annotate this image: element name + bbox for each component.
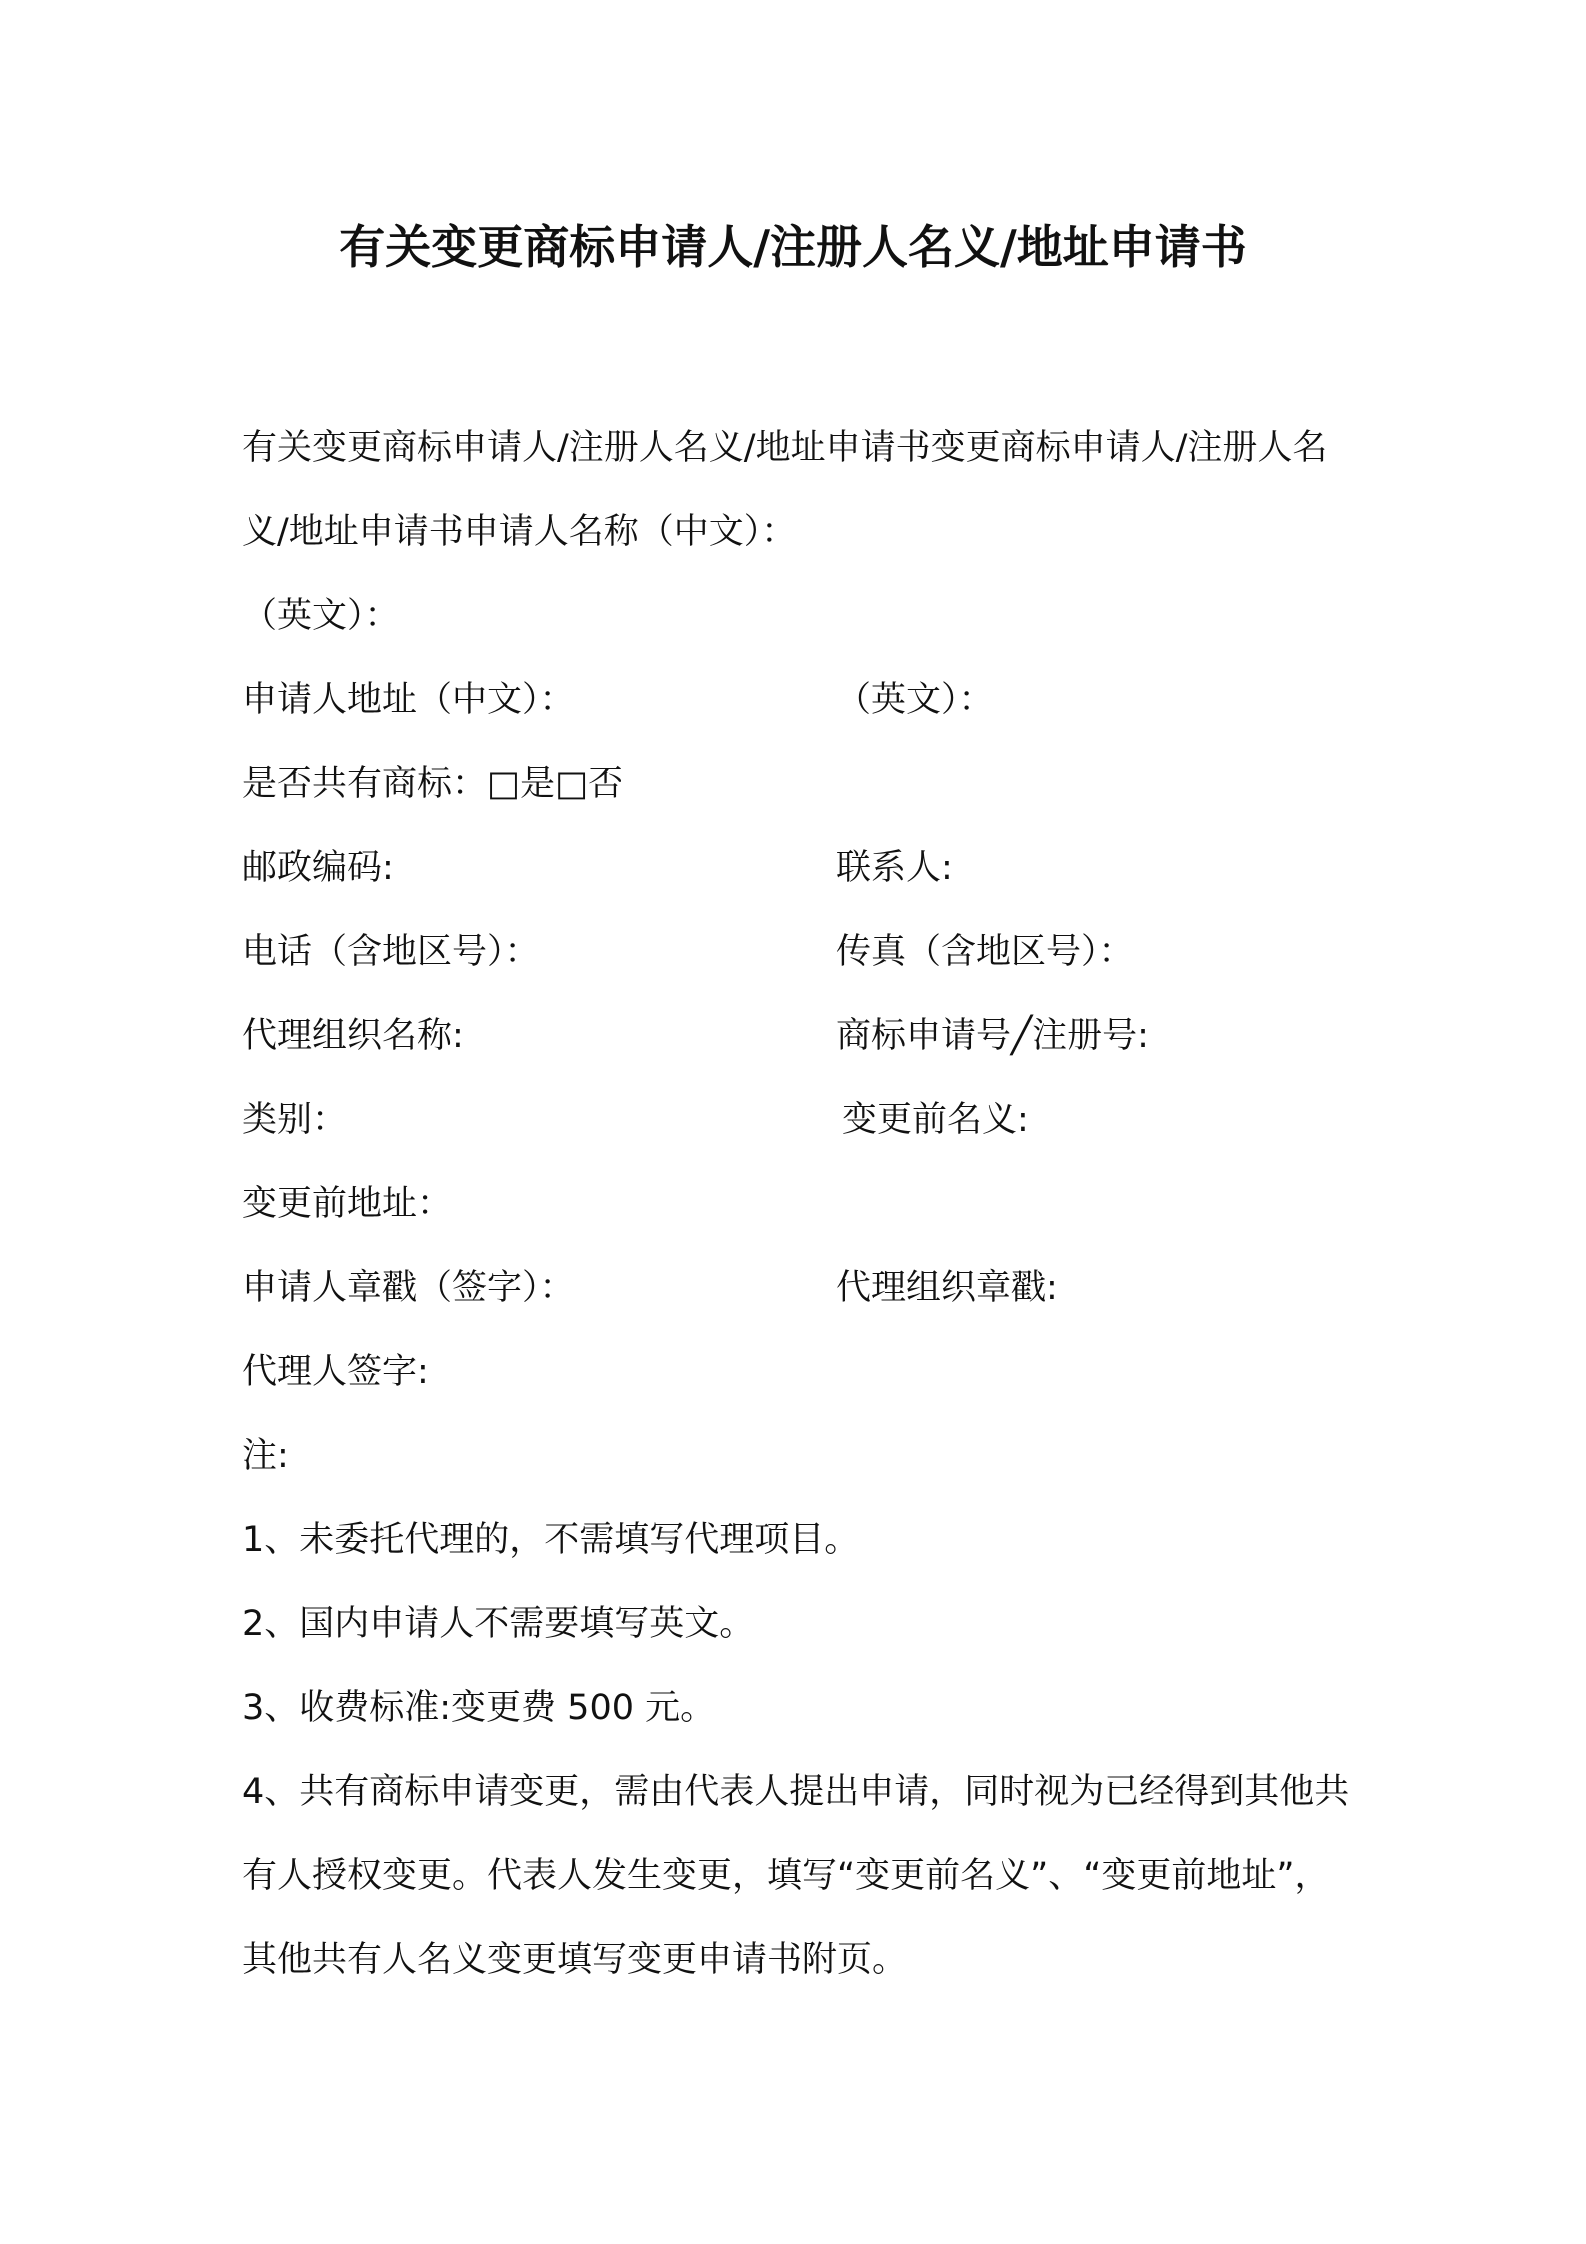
agent-signature-row [242, 1330, 1362, 1414]
note-item-1: 1、未委托代理的，不需填写代理项目。 [242, 1520, 860, 1560]
category-label: 类别： [242, 1100, 348, 1140]
agency-name-label: 代理组织名称: [242, 1016, 464, 1056]
document-title: 有关变更商标申请人/注册人名义/地址申请书 [339, 220, 1247, 274]
contact-label: 联系人: [836, 848, 953, 888]
seal-row [242, 1246, 1362, 1330]
notes-label-row [242, 1414, 1362, 1498]
agency-application-row [242, 994, 1362, 1078]
note-item [242, 1666, 1362, 1750]
address-before-label: 变更前地址： [242, 1184, 453, 1224]
postal-code-label: 邮政编码: [242, 848, 394, 888]
address-before-row [242, 1162, 1362, 1246]
note-item-4: 4、共有商标申请变更，需由代表人提出申请，同时视为已经得到其他共有人授权变更。代表人发生变更，填写“变更前名义”、“变更前地址”，其他共有人名义变更填写变更申请书附页。 [242, 1772, 1350, 1980]
phone-fax-row [242, 910, 1362, 994]
address-row [242, 658, 1362, 742]
phone-label: 电话（含地区号）： [242, 932, 540, 972]
category-name-row [242, 1078, 1362, 1162]
note-item-3: 3、收费标准:变更费 500 元。 [242, 1688, 716, 1728]
shared-mark-row [242, 742, 1362, 826]
name-before-label: 变更前名义: [842, 1100, 1029, 1140]
shared-mark-label: 是否共有商标：□是□否 [242, 764, 624, 804]
address-en-label: （英文）： [836, 680, 994, 720]
agent-signature-label: 代理人签字: [242, 1352, 429, 1392]
address-cn-label: 申请人地址（中文）： [242, 680, 575, 720]
applicant-name-en-label: （英文）： [242, 596, 400, 636]
application-no-label: 商标申请号╱注册号: [836, 1016, 1149, 1056]
fax-label: 传真（含地区号）： [836, 932, 1134, 972]
notes-label: 注: [242, 1436, 289, 1476]
applicant-name-en-row [242, 574, 1362, 658]
note-item [242, 1498, 1362, 1582]
applicant-seal-label: 申请人章戳（签字）： [242, 1268, 575, 1308]
form-content [242, 406, 1362, 2002]
agency-seal-label: 代理组织章戳: [836, 1268, 1058, 1308]
postal-contact-row [242, 826, 1362, 910]
note-item [242, 1582, 1362, 1666]
note-item-2: 2、国内申请人不需要填写英文。 [242, 1604, 755, 1644]
intro-paragraph: 有关变更商标申请人/注册人名义/地址申请书变更商标申请人/注册人名义/地址申请书申请人名称（中文）： [242, 428, 1328, 552]
